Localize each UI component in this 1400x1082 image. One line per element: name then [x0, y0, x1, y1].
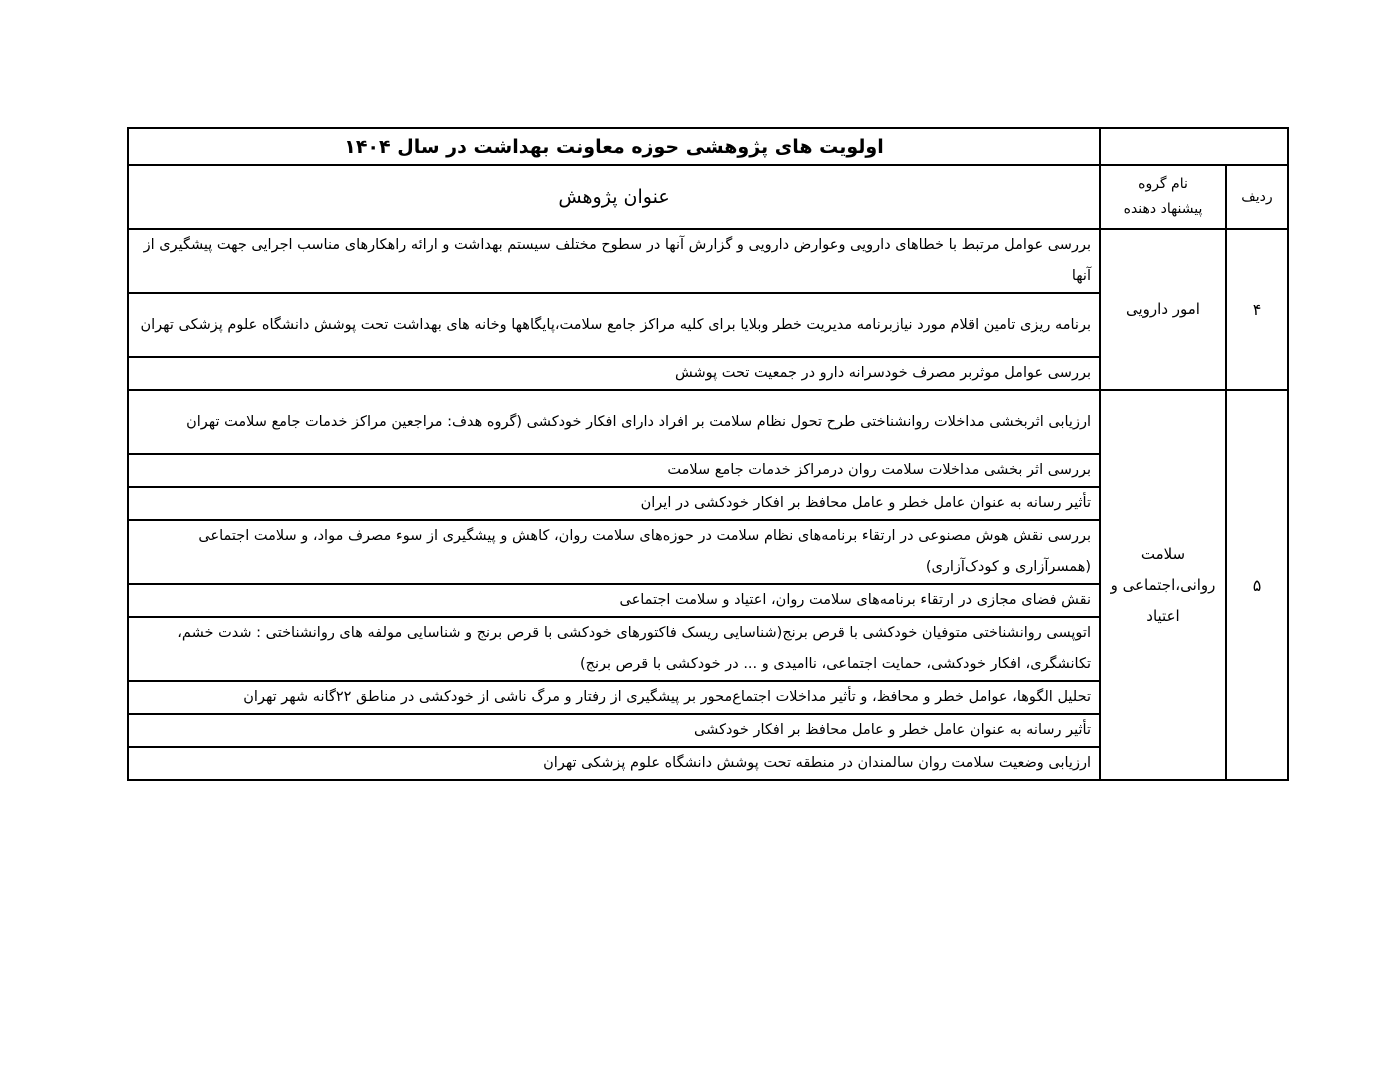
header-row-number: ردیف	[1226, 165, 1288, 229]
section-number: ۵	[1226, 390, 1288, 780]
document-page	[127, 127, 1289, 781]
table-title-row	[128, 128, 1288, 165]
research-priorities-table	[127, 127, 1289, 781]
header-research-title: عنوان پژوهش	[128, 165, 1100, 229]
research-topic: بررسی اثر بخشی مداخلات سلامت روان درمراکز خدمات جامع سلامت	[128, 454, 1100, 487]
section-group-name: امور دارویی	[1100, 229, 1226, 390]
title-spacer-cell	[1100, 128, 1288, 165]
research-topic: ارزیابی اثربخشی مداخلات روانشناختی طرح تحول نظام سلامت بر افراد دارای افکار خودکشی (گروه هدف: مراجعین مراکز خدمات جامع سلامت تهران	[128, 390, 1100, 454]
section-number: ۴	[1226, 229, 1288, 390]
section-group-name: سلامت روانی،اجتماعی و اعتیاد	[1100, 390, 1226, 780]
research-topic: نقش فضای مجازی در ارتقاء برنامه‌های سلامت روان، اعتیاد و سلامت اجتماعی	[128, 584, 1100, 617]
research-topic: برنامه ریزی تامین اقلام مورد نیازبرنامه مدیریت خطر وبلایا برای کلیه مراکز جامع سلامت،پایگاهها وخانه های بهداشت تحت پوشش دانشگاه علوم پزشکی تهران	[128, 293, 1100, 357]
table-title: اولویت های پژوهشی حوزه معاونت بهداشت در سال ۱۴۰۴	[128, 128, 1100, 165]
research-topic: بررسی عوامل موثربر مصرف خودسرانه دارو در جمعیت تحت پوشش	[128, 357, 1100, 390]
table-row	[128, 390, 1288, 454]
header-group-line2: پیشنهاد دهنده	[1123, 201, 1203, 217]
research-topic: ارزیابی وضعیت سلامت روان سالمندان در منطقه تحت پوشش دانشگاه علوم پزشکی تهران	[128, 747, 1100, 780]
header-group-line1: نام گروه	[1138, 176, 1188, 192]
header-group-name	[1100, 165, 1226, 229]
table-row	[128, 229, 1288, 293]
research-topic: بررسی عوامل مرتبط با خطاهای دارویی وعوارض دارویی و گزارش آنها در سطوح مختلف سیستم بهداشت و ارائه راهکارهای مناسب اجرایی جهت پیشگیری از آنها	[128, 229, 1100, 293]
research-topic: بررسی نقش هوش مصنوعی در ارتقاء برنامه‌های نظام سلامت در حوزه‌های سلامت روان، کاهش و پیشگیری از سوء مصرف مواد، و سلامت اجتماعی (همسرآزاری و کودک‌آزاری)	[128, 520, 1100, 584]
table-header-row	[128, 165, 1288, 229]
research-topic: تأثیر رسانه به عنوان عامل خطر و عامل محافظ بر افکار خودکشی	[128, 714, 1100, 747]
research-topic: اتوپسی روانشناختی متوفیان خودکشی با قرص برنج(شناسایی ریسک فاکتورهای خودکشی با قرص برنج و شناسایی مولفه های روانشناختی : شدت خشم، تکانشگری، افکار خودکشی، حمایت اجتماعی، ناامیدی و ... در خودکشی با قرص برنج)	[128, 617, 1100, 681]
research-topic: تأثیر رسانه به عنوان عامل خطر و عامل محافظ بر افکار خودکشی در ایران	[128, 487, 1100, 520]
research-topic: تحلیل الگوها، عوامل خطر و محافظ، و تأثیر مداخلات اجتماع‌محور بر پیشگیری از رفتار و مرگ ناشی از خودکشی در مناطق ۲۲گانه شهر تهران	[128, 681, 1100, 714]
